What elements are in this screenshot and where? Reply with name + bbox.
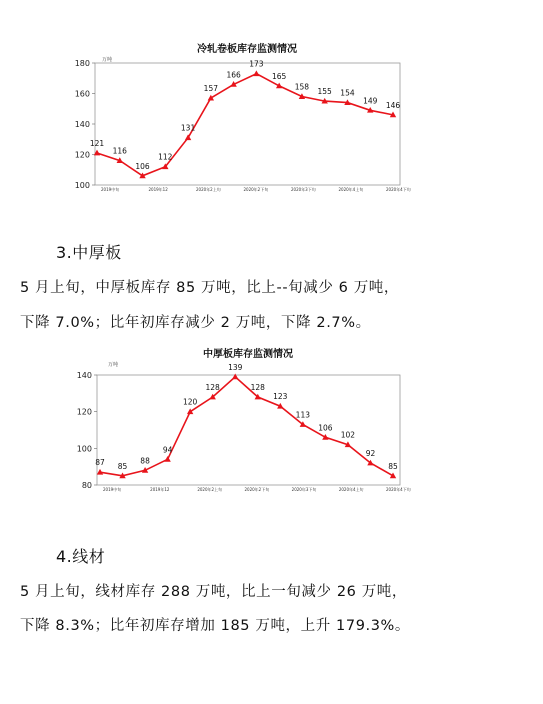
x-tick-label: 2020年4上旬 xyxy=(338,487,364,492)
y-tick-label: 100 xyxy=(74,181,90,190)
data-label: 112 xyxy=(158,152,173,162)
data-label: 102 xyxy=(340,430,356,440)
x-tick-label: 2019年12 xyxy=(148,187,168,192)
x-tick-label: 2020年3下旬 xyxy=(291,487,317,492)
data-label: 123 xyxy=(273,392,288,402)
data-label: 106 xyxy=(318,423,333,433)
data-label: 158 xyxy=(294,82,310,92)
y-tick-label: 80 xyxy=(81,481,92,490)
data-label: 131 xyxy=(180,123,196,133)
y-tick-label: 180 xyxy=(74,59,90,68)
cold-rolled-coil-chart-svg xyxy=(0,38,543,203)
data-label: 106 xyxy=(135,161,150,171)
data-label: 165 xyxy=(271,71,287,81)
y-tick-label: 160 xyxy=(74,89,90,99)
data-label: 88 xyxy=(140,456,150,466)
data-label: 155 xyxy=(317,87,332,97)
data-point-marker xyxy=(164,456,170,462)
x-tick-label: 2020年4下旬 xyxy=(386,487,411,492)
data-label: 121 xyxy=(89,138,105,148)
y-tick-label: 120 xyxy=(76,407,92,417)
data-label: 94 xyxy=(162,445,173,455)
x-tick-label: 2020年4上旬 xyxy=(338,187,364,192)
x-tick-label: 2019年12 xyxy=(150,487,170,492)
medium-plate-chart-svg xyxy=(0,342,543,502)
paragraph-medium-plate-line1: 5 月上旬，中厚板库存 85 万吨，比上--旬减少 6 万吨， xyxy=(20,280,400,296)
data-label: 120 xyxy=(182,397,198,407)
data-point-marker xyxy=(97,469,103,475)
x-tick-label: 2019中旬 xyxy=(101,187,120,192)
x-tick-label: 2020年2上旬 xyxy=(197,487,223,492)
y-tick-label: 100 xyxy=(76,444,92,454)
y-tick-label: 120 xyxy=(74,150,90,160)
x-tick-label: 2020年4下旬 xyxy=(386,187,411,192)
data-label: 113 xyxy=(295,410,311,420)
x-tick-label: 2020年2下旬 xyxy=(243,187,269,192)
data-point-marker xyxy=(253,70,259,76)
chart-title: 冷轧卷板库存监测情况 xyxy=(197,44,297,55)
data-label: 92 xyxy=(365,449,376,458)
data-label: 154 xyxy=(340,88,355,98)
x-tick-label: 2020年2上旬 xyxy=(196,187,221,192)
data-label: 128 xyxy=(205,383,220,392)
chart-title: 中厚板库存监测情况 xyxy=(203,349,293,360)
data-label: 85 xyxy=(117,461,128,471)
chart-unit: 万吨 xyxy=(108,362,119,368)
data-label: 166 xyxy=(226,70,241,80)
data-label: 128 xyxy=(250,383,265,392)
section-heading-wire-rod: 4.线材 xyxy=(56,547,106,566)
data-label: 157 xyxy=(203,84,219,94)
chart-unit: 万吨 xyxy=(102,57,113,63)
data-label: 146 xyxy=(385,100,401,110)
paragraph-wire-rod-line1: 5 月上旬，线材库存 288 万吨，比上一旬减少 26 万吨， xyxy=(20,584,407,600)
data-label: 116 xyxy=(112,146,127,156)
paragraph-wire-rod-line2: 下降 8.3%；比年初库存增加 185 万吨，上升 179.3%。 xyxy=(20,618,411,634)
medium-plate-chart xyxy=(0,342,543,502)
data-point-marker xyxy=(232,374,238,380)
cold-rolled-coil-chart xyxy=(0,38,543,203)
data-label: 173 xyxy=(249,59,264,69)
paragraph-medium-plate-line2: 下降 7.0%；比年初库存减少 2 万吨，下降 2.7%。 xyxy=(20,315,371,331)
data-label: 139 xyxy=(228,362,243,372)
data-label: 87 xyxy=(95,458,105,468)
data-label: 85 xyxy=(388,461,398,471)
x-tick-label: 2020年3下旬 xyxy=(291,187,316,192)
section-heading-medium-plate: 3.中厚板 xyxy=(56,243,122,262)
y-tick-label: 140 xyxy=(74,120,90,129)
data-label: 149 xyxy=(363,96,378,106)
y-tick-label: 140 xyxy=(76,371,92,380)
x-tick-label: 2019中旬 xyxy=(103,487,122,492)
x-tick-label: 2020年2下旬 xyxy=(244,487,270,492)
